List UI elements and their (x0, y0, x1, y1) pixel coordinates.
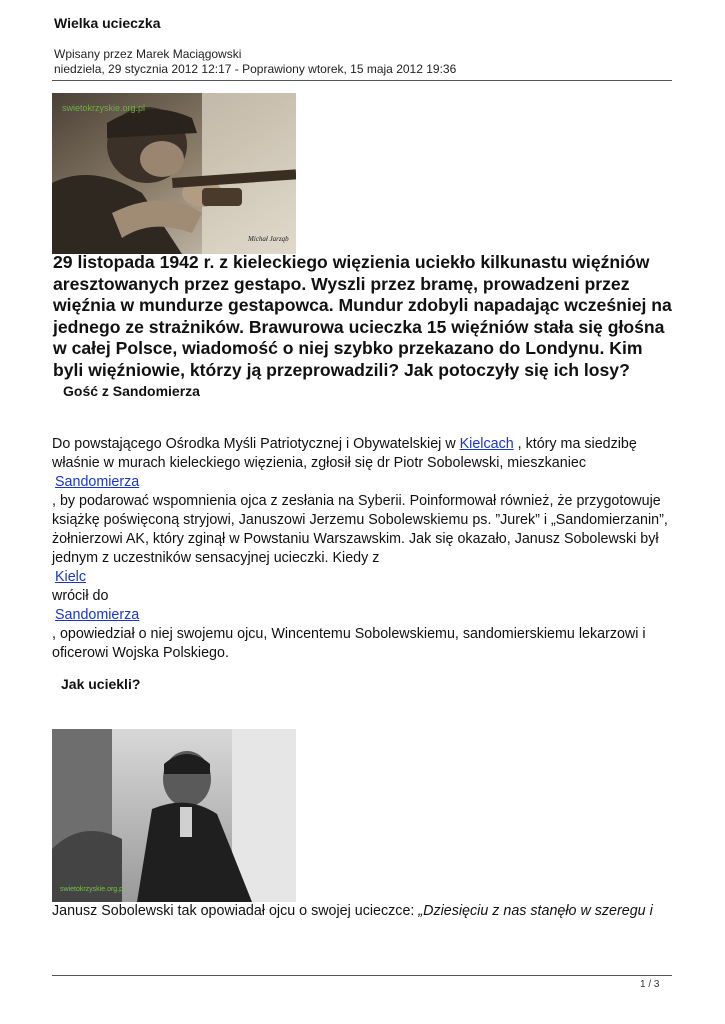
lead-paragraph: 29 listopada 1942 r. z kieleckiego więzienia uciekło kilkunastu więźniów aresztowanych przez gestapo. Wyszli przez bramę, prowadzeni przez więźnia w mundurze gestapowca. Mundur zdobyli napadając wcześniej na jednego ze strażników. Brawurowa ucieczka 15 więźniów stała się głośna w całej Polsce, wiadomość o niej szybko przekazano do Londynu. Kim byli więźniowie, którzy ją przeprowadzili? Jak potoczyły się ich losy? (53, 252, 672, 380)
body-text: , by podarować wspomnienia ojca z zesłania na Syberii. Poinformował również, że przygotowuje książkę poświęconą stryjowi, Januszowi Jerzemu Sobolewskiemu ps. ”Jurek” i „Sandomierzanin”, żołnierzowi AK, który zginął w Powstaniu Warszawskim. Jak się okazało, Janusz Sobolewski był jednym z uczestników sensacyjnej ucieczki. Kiedy z (52, 493, 668, 566)
link-kielc[interactable]: Kielc (55, 569, 86, 585)
subheading-guest: Gość z Sandomierza (63, 383, 200, 399)
author-line: Wpisany przez Marek Maciągowski (54, 47, 242, 61)
body-text: , który ma siedzibę właśnie w murach kieleckiego więzienia, zgłosił się dr Piotr Sobolewski, mieszkaniec (52, 436, 637, 471)
body-paragraph (52, 435, 677, 473)
link-sandomierza[interactable]: Sandomierza (55, 474, 140, 490)
photo-watermark: swietokrzyskie.org.pl (62, 103, 146, 113)
photo-caption (52, 903, 682, 919)
link-kielcach[interactable]: Kielcach (459, 436, 514, 452)
body-text: Do powstającego Ośrodka Myśli Patriotycznej i Obywatelskiej w (52, 436, 460, 452)
caption-text: Janusz Sobolewski tak opowiadał ojcu o swojej ucieczce: (52, 903, 419, 919)
photo-watermark: swietokrzyskie.org.pl (60, 886, 125, 893)
subheading-escape: Jak uciekli? (61, 676, 141, 692)
caption-quote: „Dziesięciu z nas stanęło w szeregu i (418, 903, 653, 919)
rifle-photo (52, 93, 296, 254)
body-text: , opowiedział o niej swojemu ojcu, Wincentemu Sobolewskiemu, sandomierskiemu lekarzowi i oficerowi Wojska Polskiego. (52, 626, 646, 661)
photo-signature: Michał Jarząb (248, 235, 289, 243)
link-sandomierza-2[interactable]: Sandomierza (55, 607, 140, 623)
footer-divider (52, 975, 672, 976)
portrait-photo (52, 729, 296, 902)
date-line: niedziela, 29 stycznia 2012 12:17 - Poprawiony wtorek, 15 maja 2012 19:36 (54, 62, 457, 76)
page-number: 1 / 3 (640, 979, 660, 990)
article-body (52, 435, 677, 663)
article-title: Wielka ucieczka (54, 15, 161, 31)
body-text: wrócił do (52, 588, 109, 604)
header-divider (52, 80, 672, 81)
